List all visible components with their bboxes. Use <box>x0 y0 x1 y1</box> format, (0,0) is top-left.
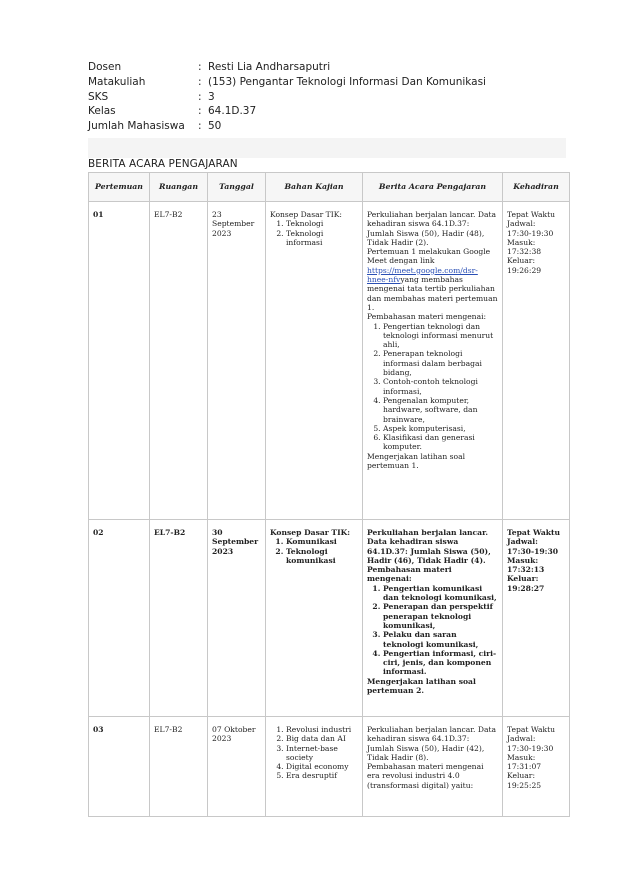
teaching-report-table <box>88 172 570 817</box>
info-value: 50 <box>208 120 222 133</box>
report-meet-text: Pertemuan 1 melakukan Google Meet dengan link https://meet.google.com/dsr-hnee-nfvyang membahas mengenai tata tertib perkuliahan dan membahas materi pertemuan 1. <box>367 247 498 312</box>
list-item: 2. Teknologi informasi <box>286 229 358 248</box>
header-tanggal: Tanggal <box>208 173 266 202</box>
cell-report <box>363 717 503 817</box>
list-item: 3. Contoh-contoh teknologi informasi, <box>383 377 498 396</box>
table-row <box>89 202 570 520</box>
list-item: 2. Teknologi komunikasi <box>286 547 358 566</box>
info-row-sks: SKS : 3 <box>88 90 215 103</box>
list-item: 1. Pengertian komunikasi dan teknologi komunikasi, <box>383 584 498 603</box>
header-bahan-kajian: Bahan Kajian <box>266 173 363 202</box>
list-item: 3. Pelaku dan saran teknologi komunikasi, <box>383 630 498 649</box>
cell-meeting: 02 <box>89 520 150 717</box>
topic-list <box>270 537 358 565</box>
list-item: 4. Pengenalan komputer, hardware, software, dan brainware, <box>383 396 498 424</box>
report-list <box>367 322 498 452</box>
report-lead: Perkuliahan berjalan lancar. Data kehadiran siswa 64.1D.37: Jumlah Siswa (50), Hadir (48), Tidak Hadir (2). <box>367 210 497 247</box>
cell-report <box>363 202 503 520</box>
cell-meeting: 01 <box>89 202 150 520</box>
cell-date: 30 September 2023 <box>208 520 266 717</box>
list-item: 1. Pengertian teknologi dan teknologi informasi menurut ahli, <box>383 322 498 350</box>
cell-attendance: Tepat Waktu Jadwal: 17:30-19:30 Masuk: 17:32:13 Keluar: 19:28:27 <box>503 520 570 717</box>
section-title: BERITA ACARA PENGAJARAN <box>88 158 238 170</box>
header-berita-acara: Berita Acara Pengajaran <box>363 173 503 202</box>
info-label: Dosen <box>88 61 122 73</box>
list-item: 4. Digital economy <box>286 762 358 771</box>
info-label: Matakuliah <box>88 75 146 88</box>
topic-list <box>270 219 358 247</box>
cell-topic <box>266 520 363 717</box>
cell-date: 07 Oktober 2023 <box>208 717 266 817</box>
header-ruangan: Ruangan <box>150 173 208 202</box>
cell-meeting: 03 <box>89 717 150 817</box>
info-label: Kelas <box>88 105 116 118</box>
list-item: 2. Penerapan dan perspektif penerapan teknologi komunikasi, <box>383 602 498 630</box>
header-kehadiran: Kehadiran <box>503 173 570 202</box>
topic-intro: Konsep Dasar TIK: <box>270 528 351 537</box>
cell-date: 23 September 2023 <box>208 202 266 520</box>
cell-report <box>363 520 503 717</box>
table-row <box>89 717 570 817</box>
info-row-matakuliah: Matakuliah : (153) Pengantar Teknologi Informasi Dan Komunikasi <box>88 75 486 88</box>
cell-topic <box>266 717 363 817</box>
cell-room: EL7-B2 <box>150 717 208 817</box>
info-value: 3 <box>208 90 215 103</box>
report-sub: Pembahasan materi mengenai: <box>367 565 452 584</box>
report-end: Mengerjakan latihan soal pertemuan 1. <box>367 451 466 471</box>
info-value: (153) Pengantar Teknologi Informasi Dan Komunikasi <box>208 75 486 88</box>
list-item: 2. Big data dan AI <box>286 734 358 743</box>
info-row-kelas: Kelas : 64.1D.37 <box>88 105 257 118</box>
list-item: 5. Aspek komputerisasi, <box>383 424 498 433</box>
section-band <box>88 138 566 158</box>
report-end: Mengerjakan latihan soal pertemuan 2. <box>367 676 476 696</box>
report-sub: Pembahasan materi mengenai era revolusi industri 4.0 (transformasi digital) yaitu: <box>367 762 484 790</box>
list-item: 3. Internet-base society <box>286 744 358 763</box>
list-item: 1. Komunikasi <box>286 537 358 546</box>
list-item: 1. Revolusi industri <box>286 725 358 734</box>
list-item: 4. Pengertian informasi, ciri-ciri, jenis, dan komponen informasi. <box>383 649 498 677</box>
meet-link[interactable]: https://meet.google.com/dsr-hnee-nfv <box>367 265 478 285</box>
list-item: 5. Era desruptif <box>286 771 358 780</box>
info-value: 64.1D.37 <box>208 105 257 118</box>
cell-room: EL7-B2 <box>150 520 208 717</box>
topic-intro: Konsep Dasar TIK: <box>270 210 342 219</box>
report-lead: Perkuliahan berjalan lancar. Data kehadiran siswa 64.1D.37: Jumlah Siswa (50), Hadir (42), Tidak Hadir (8). <box>367 725 497 762</box>
list-item: 6. Klasifikasi dan generasi komputer. <box>383 433 498 452</box>
header-pertemuan: Pertemuan <box>89 173 150 202</box>
report-sub: Pembahasan materi mengenai: <box>367 312 487 322</box>
info-label: Jumlah Mahasiswa <box>88 120 185 133</box>
course-info <box>88 60 486 134</box>
table-row <box>89 520 570 717</box>
cell-room: EL7-B2 <box>150 202 208 520</box>
table-header-row <box>89 173 570 202</box>
info-row-dosen: Dosen : Resti Lia Andharsaputri <box>88 61 331 73</box>
report-lead: Perkuliahan berjalan lancar. Data kehadiran siswa 64.1D.37: Jumlah Siswa (50), Hadir (46), Tidak Hadir (4). <box>367 528 491 565</box>
cell-attendance: Tepat Waktu Jadwal: 17:30-19:30 Masuk: 17:31:07 Keluar: 19:25:25 <box>503 717 570 817</box>
cell-topic <box>266 202 363 520</box>
cell-attendance: Tepat Waktu Jadwal: 17:30-19:30 Masuk: 17:32:38 Keluar: 19:26:29 <box>503 202 570 520</box>
topic-list <box>270 725 358 781</box>
report-list <box>367 584 498 677</box>
list-item: 1. Teknologi <box>286 219 358 228</box>
info-label: SKS <box>88 90 109 103</box>
info-row-jumlah: Jumlah Mahasiswa : 50 <box>88 120 222 133</box>
list-item: 2. Penerapan teknologi informasi dalam berbagai bidang, <box>383 349 498 377</box>
info-value: Resti Lia Andharsaputri <box>208 61 331 73</box>
